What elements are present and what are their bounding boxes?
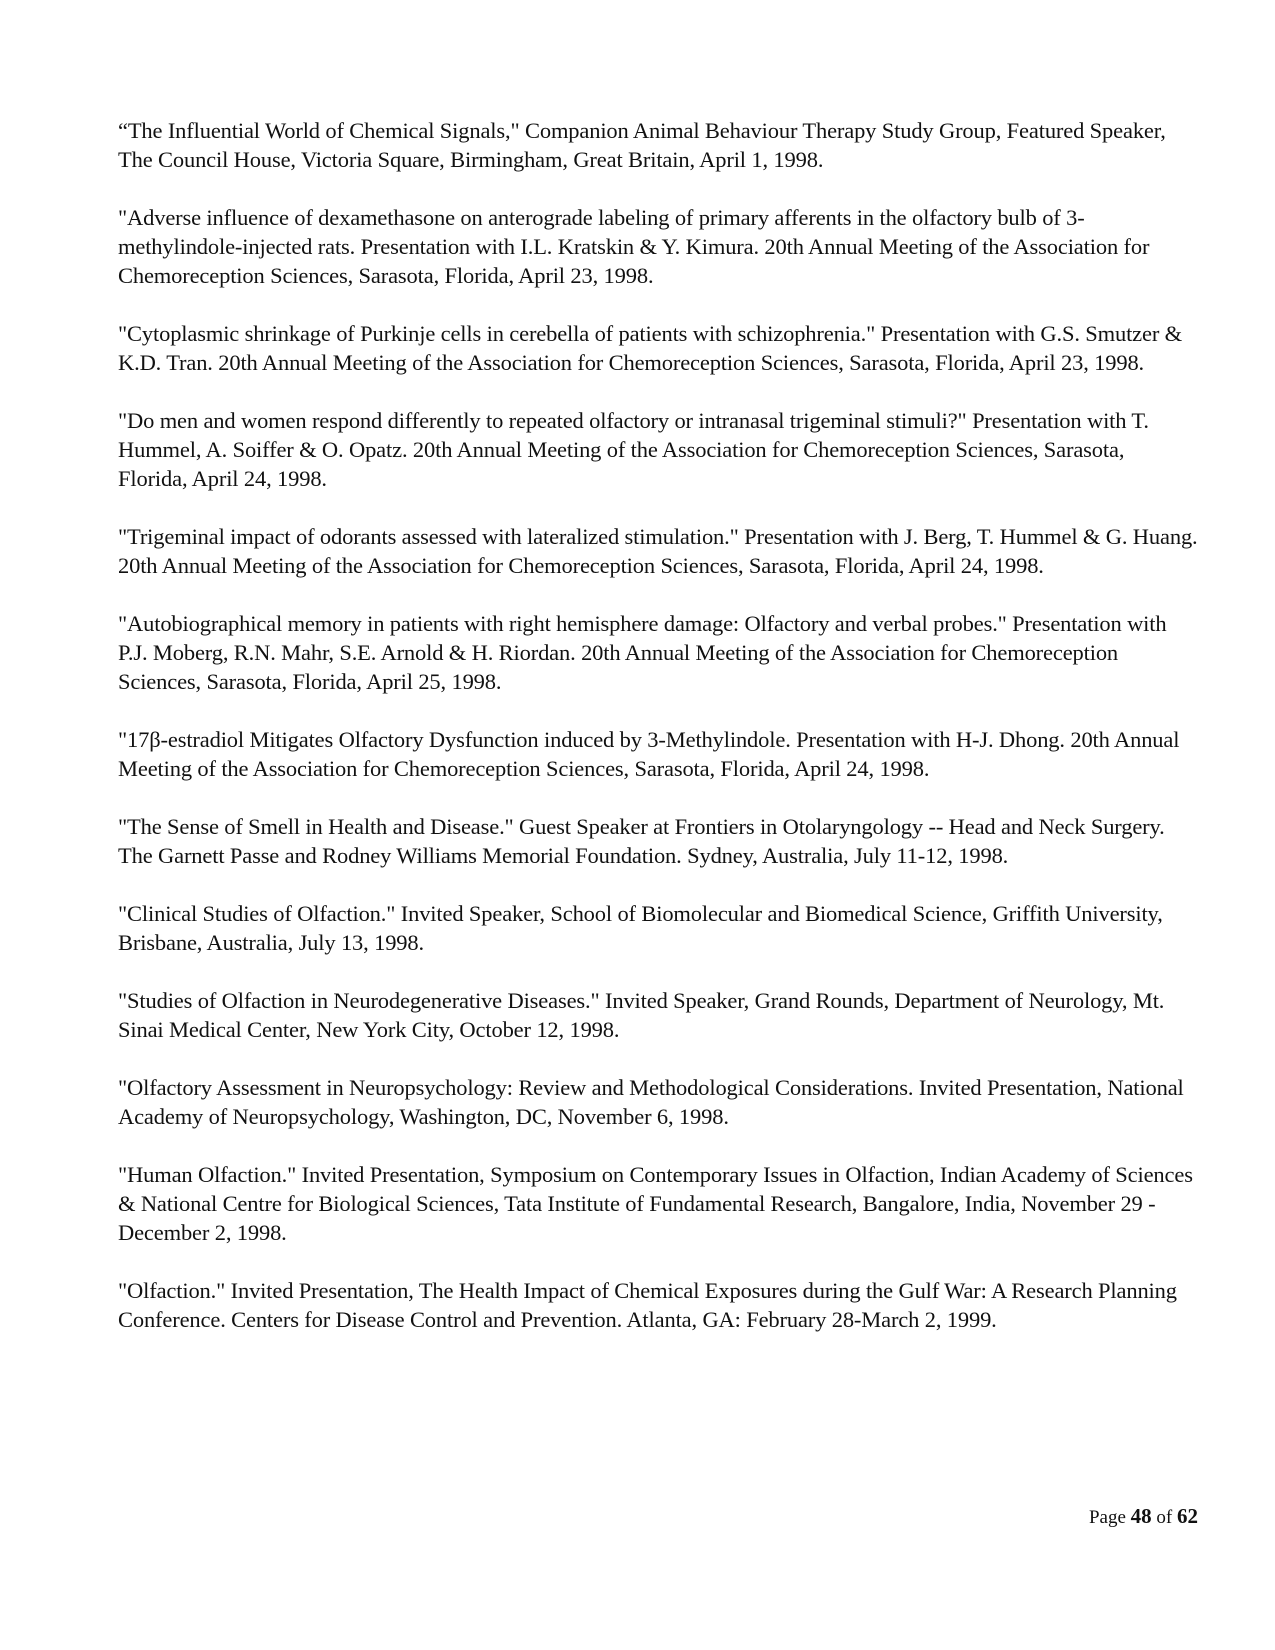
list-item: "Studies of Olfaction in Neurodegenerative Diseases." Invited Speaker, Grand Rounds, Department of Neurology, Mt. Sinai Medical Center, New York City, October 12, 1998.: [118, 988, 1165, 1042]
list-item: "Olfactory Assessment in Neuropsychology: Review and Methodological Considerations. Invited Presentation, National Academy of Neuropsychology, Washington, DC, November 6, 1998.: [118, 1075, 1184, 1129]
list-item: "Clinical Studies of Olfaction." Invited Speaker, School of Biomolecular and Biomedical Science, Griffith University, Brisbane, Australia, July 13, 1998.: [118, 901, 1163, 955]
list-item: "Trigeminal impact of odorants assessed with lateralized stimulation." Presentation with J. Berg, T. Hummel & G. Huang. 20th Annual Meeting of the Association for Chemoreception Sciences, Sarasota, Florida, April 24, 1998.: [118, 524, 1198, 578]
list-item: "The Sense of Smell in Health and Disease." Guest Speaker at Frontiers in Otolaryngology -- Head and Neck Surgery. The Garnett Passe and Rodney Williams Memorial Foundation. Sydney, Australia, July 11-12, 1998.: [118, 814, 1165, 868]
list-item: "Olfaction." Invited Presentation, The Health Impact of Chemical Exposures during the Gulf War: A Research Planning Conference. Centers for Disease Control and Prevention. Atlanta, GA: February 28-March 2, 1999.: [118, 1278, 1177, 1332]
list-item: "Do men and women respond differently to repeated olfactory or intranasal trigeminal stimuli?" Presentation with T. Hummel, A. Soiffer & O. Opatz. 20th Annual Meeting of the Association for Chemoreception Sciences, Sarasota, Florida, April 24, 1998.: [118, 408, 1149, 491]
list-item: "Autobiographical memory in patients with right hemisphere damage: Olfactory and verbal probes." Presentation with P.J. Moberg, R.N. Mahr, S.E. Arnold & H. Riordan. 20th Annual Meeting of the Association for Chemoreception Sciences, Sarasota, Florida, April 25, 1998.: [118, 611, 1167, 694]
page-word: Page: [1088, 1507, 1126, 1528]
page-number-footer: [1089, 1504, 1198, 1529]
list-item: “The Influential World of Chemical Signals," Companion Animal Behaviour Therapy Study Group, Featured Speaker, The Council House, Victoria Square, Birmingham, Great Britain, April 1, 1998.: [118, 118, 1166, 172]
total-pages-number: 62: [1177, 1504, 1198, 1528]
list-item: "Adverse influence of dexamethasone on anterograde labeling of primary afferents in the olfactory bulb of 3-methylindole-injected rats. Presentation with I.L. Kratskin & Y. Kimura. 20th Annual Meeting of the Association for Chemoreception Sciences, Sarasota, Florida, April 23, 1998.: [118, 205, 1150, 288]
list-item: "17β-estradiol Mitigates Olfactory Dysfunction induced by 3-Methylindole. Presentation with H-J. Dhong. 20th Annual Meeting of the Association for Chemoreception Sciences, Sarasota, Florida, April 24, 1998.: [118, 727, 1180, 781]
list-item: "Cytoplasmic shrinkage of Purkinje cells in cerebella of patients with schizophrenia." Presentation with G.S. Smutzer & K.D. Tran. 20th Annual Meeting of the Association for Chemoreception Sciences, Sarasota, Florida, April 23, 1998.: [118, 321, 1183, 375]
of-word: of: [1156, 1507, 1173, 1528]
current-page-number: 48: [1130, 1504, 1152, 1528]
presentation-list: [118, 116, 1198, 1363]
list-item: "Human Olfaction." Invited Presentation, Symposium on Contemporary Issues in Olfaction, Indian Academy of Sciences & National Centre for Biological Sciences, Tata Institute of Fundamental Research, Bangalore, India, November 29 - December 2, 1998.: [118, 1162, 1193, 1245]
